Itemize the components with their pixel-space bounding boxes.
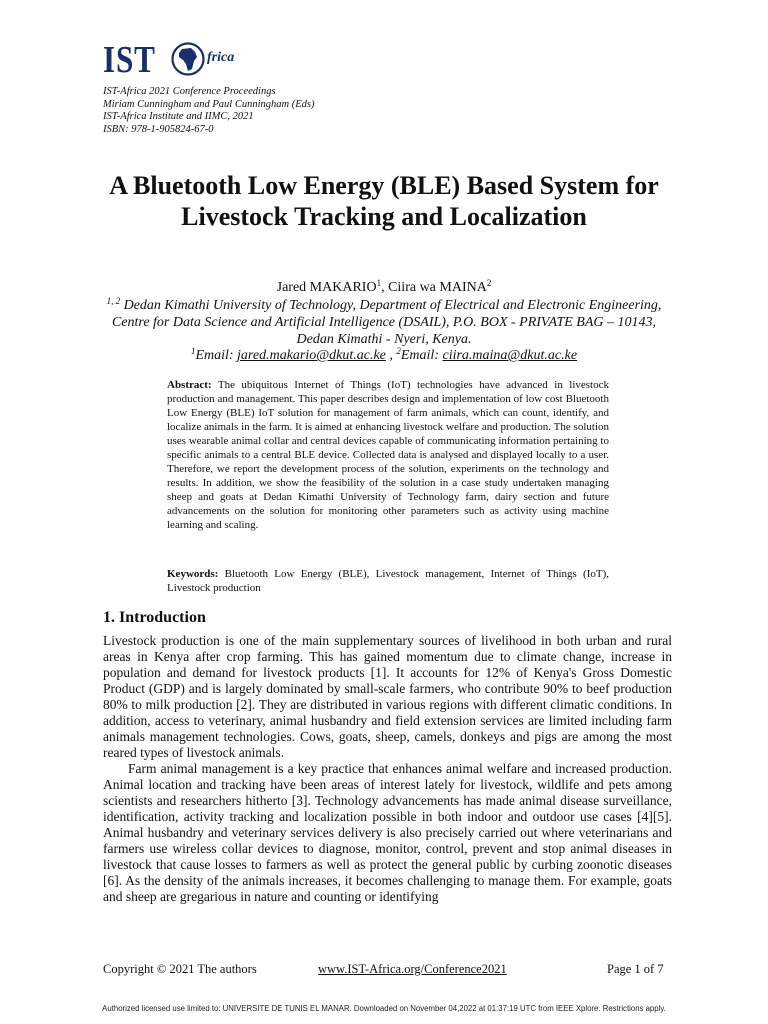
email-1-sup: 1	[190, 346, 196, 356]
proceedings-info	[103, 86, 314, 136]
affiliation-sup: 1, 2	[106, 296, 121, 306]
footer-copyright: Copyright © 2021 The authors	[103, 962, 257, 976]
editors-line: Miriam Cunningham and Paul Cunningham (Eds)	[103, 98, 315, 110]
author-1: Jared MAKARIO	[276, 280, 377, 295]
footer-url-link[interactable]: www.IST-Africa.org/Conference2021	[318, 962, 507, 976]
publisher-line: IST-Africa Institute and IIMC, 2021	[103, 111, 254, 122]
isbn-line: ISBN: 978-1-905824-67-0	[103, 123, 214, 135]
introduction-body	[103, 633, 672, 905]
email-separator: ,	[385, 348, 397, 363]
affiliation	[96, 297, 672, 348]
author-separator: ,	[381, 280, 389, 295]
logo-suffix: frica	[207, 50, 235, 65]
paragraph-2: Farm animal management is a key practice that enhances animal welfare and increased production. Animal location and tracking have been areas of interest lately for livestock, wildlife and pets among scientists and researchers hitherto [3]. Technology advancements has made animal disease surveillance, identification, activity tracking and localization possible in both indoor and outdoor use cases [4][5]. Animal husbandry and veterinary services delivery is also precisely carried out where veterinarians and farmers use wireless collar devices to diagnose, monitor, control, prevent and stop animal diseases in livestock that cause losses to farmers as well as protect the general public by curbing zoonotic diseases [6]. As the density of the animals increases, it becomes challenging to manage them. For example, goats and sheep are gregarious in nature and counting or identifying	[103, 761, 672, 904]
keywords-text: Bluetooth Low Energy (BLE), Livestock management, Internet of Things (IoT), Livestock production	[167, 568, 610, 594]
paper-title: A Bluetooth Low Energy (BLE) Based System for Livestock Tracking and Localization	[109, 171, 659, 231]
author-2-sup: 2	[486, 278, 492, 288]
email-2-link[interactable]: ciira.maina@dkut.ac.ke	[442, 348, 578, 363]
abstract-text: The ubiquitous Internet of Things (IoT) technologies have advanced in livestock production and management. This paper describes design and implementation of low cost Bluetooth Low Energy (BLE) IoT solution for management of farm animals, which can count, identify, and localize animals in the farm. It is aimed at enhancing livestock welfare and production. The solution uses wearable animal collar and central devices capable of communicating information pertaining to specific animals to a central BLE device. Collected data is analysed and displayed locally to a user. Therefore, we report the development process of the solution, experiments on the technology and results. In addition, we show the feasibility of the solution in a case study undertaken managing sheep and goats at Dedan Kimathi University of Technology farm, dairy section and future advancements on the solution for monitoring other parameters such as activity using machine learning and scaling.	[167, 379, 609, 531]
email-2-sup: 2	[396, 346, 401, 356]
proceedings-line: IST-Africa 2021 Conference Proceedings	[103, 86, 276, 97]
affiliation-text: Dedan Kimathi University of Technology, Department of Electrical and Electronic Engineering, Centre for Data Science and Artificial Intelligence (DSAIL), P.O. BOX - PRIVATE BAG – 10143, Dedan Kimathi - Nyeri, Kenya.	[111, 298, 662, 347]
keywords-label: Keywords:	[167, 568, 219, 580]
paragraph-1: Livestock production is one of the main supplementary sources of livelihood in both urban and rural areas in Kenya after crop farming. This has gained momentum due to climate change, increase in population and demand for livestock products [1]. It accounts for 12% of Kenya's Gross Domestic Product (GDP) and is largely dominated by small-scale farmers, who contribute 90% to beef production 80% to milk production [2]. They are distributed in various regions with different climatic conditions. In addition, access to veterinary, animal husbandry and field extension services are limited including farm animals management technologies. Cows, goats, sheep, camels, donkeys and pigs are among the most reared types of livestock animals.	[103, 633, 672, 760]
email-1-link[interactable]: jared.makario@dkut.ac.ke	[237, 348, 386, 363]
keywords	[167, 567, 609, 595]
abstract	[167, 378, 609, 532]
logo-text: IST	[103, 39, 156, 81]
email-1-label: Email:	[195, 348, 238, 363]
license-notice: Authorized licensed use limited to: UNIVERSITE DE TUNIS EL MANAR. Downloaded on November 04,2022 at 01:37:19 UTC from IEEE Xplore. Restrictions apply.	[102, 1004, 666, 1013]
authors	[84, 279, 684, 297]
africa-globe-icon	[171, 42, 205, 76]
section-heading-introduction: 1. Introduction	[103, 609, 206, 626]
email-2-label: Email:	[400, 348, 443, 363]
abstract-label: Abstract:	[167, 379, 212, 391]
emails	[84, 347, 684, 364]
footer-page-number: Page 1 of 7	[607, 962, 664, 976]
author-2: Ciira wa MAINA	[388, 280, 487, 295]
author-1-sup: 1	[376, 278, 382, 288]
